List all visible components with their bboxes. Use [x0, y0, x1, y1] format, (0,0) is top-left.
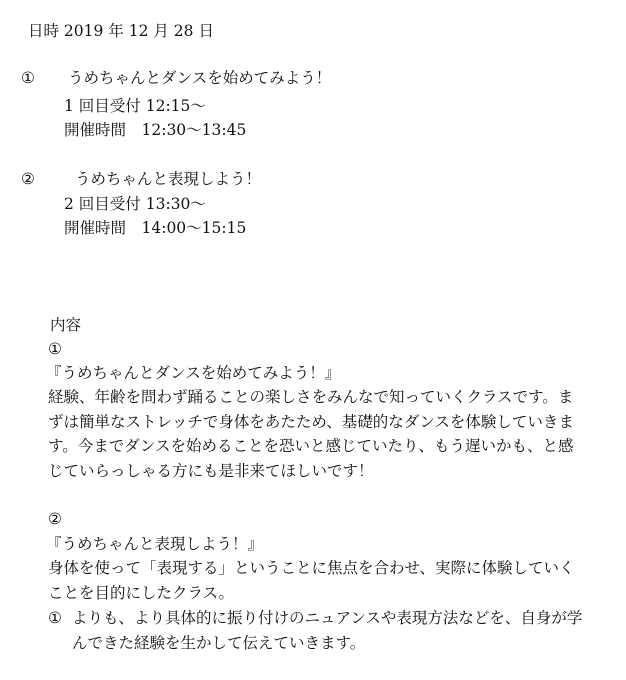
item-2-note-line-1: よりも、より具体的に振り付けのニュアンスや表現方法などを、自身が学 — [72, 609, 583, 627]
session-1-number: ① — [21, 69, 35, 87]
session-1-time: 開催時間 12:30〜13:45 — [64, 121, 247, 139]
item-2-line-1: 身体を使って「表現する」ということに焦点を合わせ、実際に体験していく — [48, 559, 575, 577]
item-1-line-3: す。今までダンスを始めることを恐いと感じていたり、もう遅いかも、と感 — [48, 437, 574, 455]
item-1-line-4: じていらっしゃる方にも是非来てほしいです！ — [48, 462, 374, 480]
session-2-time: 開催時間 14:00〜15:15 — [64, 219, 247, 237]
item-2-title: 『うめちゃんと表現しよう！』 — [46, 535, 264, 553]
item-1-line-2: ずは簡単なストレッチで身体をあたため、基礎的なダンスを体験していきま — [48, 413, 574, 431]
item-2-note-number: ① — [48, 609, 62, 627]
session-2-reception: 2 回目受付 13:30〜 — [64, 195, 206, 213]
item-2-note-line-2: んできた経験を生かして伝えていきます。 — [72, 634, 366, 652]
date-line: 日時 2019 年 12 月 28 日 — [28, 22, 214, 40]
item-2-line-2: ことを目的にしたクラス。 — [48, 584, 235, 602]
content-heading: 内容 — [50, 316, 82, 334]
session-1-reception: 1 回目受付 12:15〜 — [64, 97, 206, 115]
item-1-title: 『うめちゃんとダンスを始めてみよう！』 — [46, 364, 341, 382]
session-2-title: うめちゃんと表現しよう！ — [75, 170, 262, 188]
item-1-line-1: 経験、年齢を問わず踊ることの楽しさをみんなで知っていくクラスです。ま — [48, 388, 574, 406]
session-1-title: うめちゃんとダンスを始めてみよう！ — [68, 69, 332, 87]
session-2-number: ② — [21, 170, 35, 188]
item-2-number: ② — [48, 510, 62, 528]
item-1-number: ① — [48, 340, 62, 358]
